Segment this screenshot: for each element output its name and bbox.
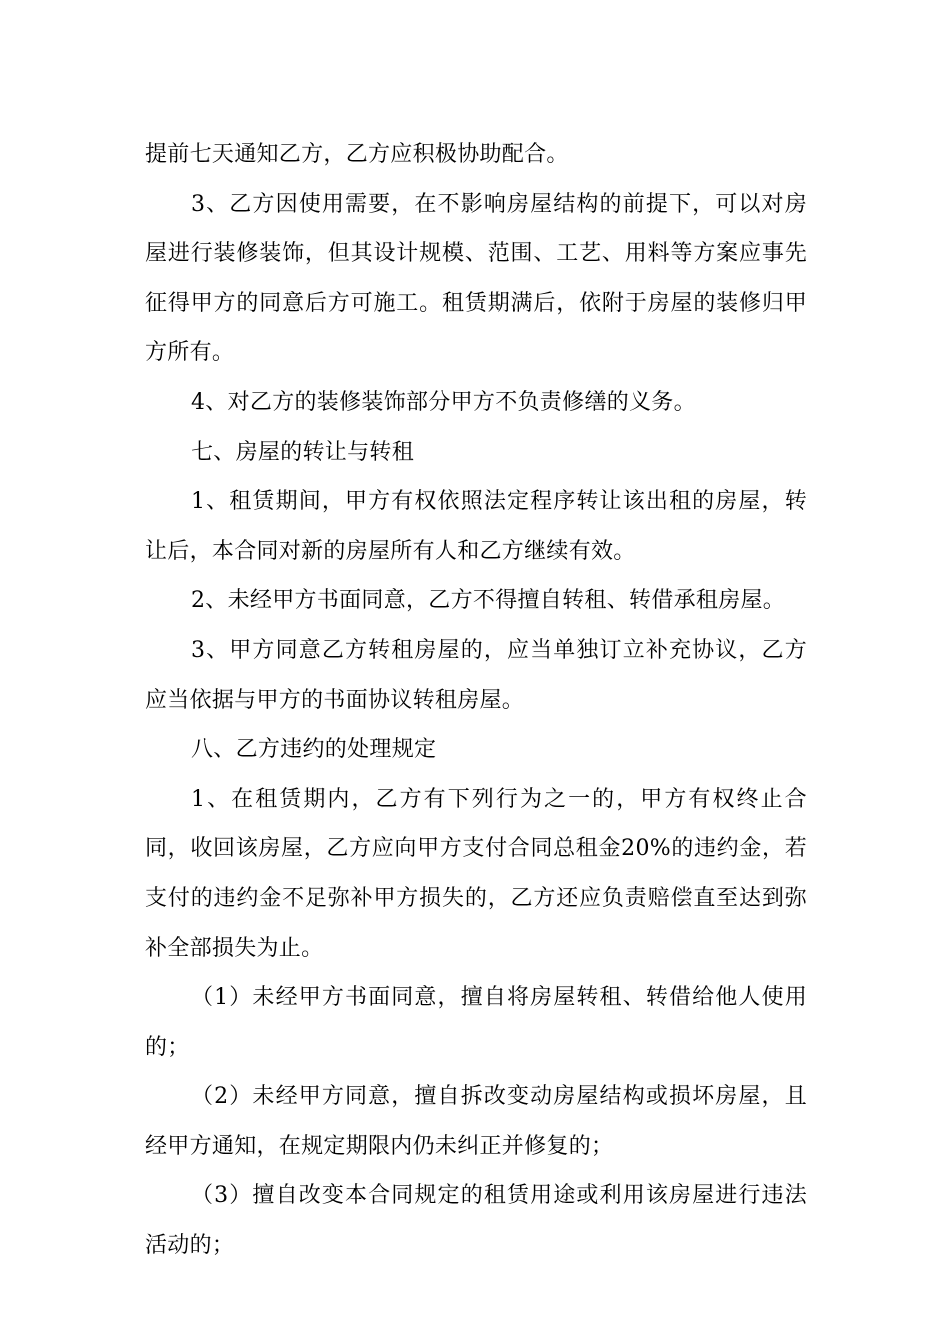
paragraph-clause-4-repair: 4、对乙方的装修装饰部分甲方不负责修缮的义务。 [191,389,696,415]
document-body [145,130,807,1271]
paragraph-clause-3-decoration: 3、乙方因使用需要，在不影响房屋结构的前提下，可以对房屋进行装修装饰，但其设计规模、范围、工艺、用料等方案应事先征得甲方的同意后方可施工。租赁期满后，依附于房屋的装修归甲方所有。 [145,191,807,366]
list-item-8-1-2: （2）未经甲方同意，擅自拆改变动房屋结构或损坏房屋，且经甲方通知，在规定期限内仍未纠正并修复的； [145,1084,807,1159]
paragraph-clause-7-1: 1、租赁期间，甲方有权依照法定程序转让该出租的房屋，转让后，本合同对新的房屋所有人和乙方继续有效。 [145,489,807,564]
paragraph-continuation: 提前七天通知乙方，乙方应积极协助配合。 [145,142,569,167]
section-heading-7: 七、房屋的转让与转租 [191,439,415,465]
paragraph-clause-8-1: 1、在租赁期内，乙方有下列行为之一的，甲方有权终止合同，收回该房屋，乙方应向甲方支付合同总租金20%的违约金，若支付的违约金不足弥补甲方损失的，乙方还应负责赔偿直至达到弥补全部损失为止。 [145,786,807,961]
section-heading-8: 八、乙方违约的处理规定 [191,737,437,763]
list-item-8-1-1: （1）未经甲方书面同意，擅自将房屋转租、转借给他人使用的； [145,985,807,1060]
paragraph-clause-7-2: 2、未经甲方书面同意，乙方不得擅自转租、转借承租房屋。 [191,588,786,614]
paragraph-clause-7-3: 3、甲方同意乙方转租房屋的，应当单独订立补充协议，乙方应当依据与甲方的书面协议转租房屋。 [145,637,807,713]
list-item-8-1-3: （3）擅自改变本合同规定的租赁用途或利用该房屋进行违法活动的； [145,1183,807,1259]
